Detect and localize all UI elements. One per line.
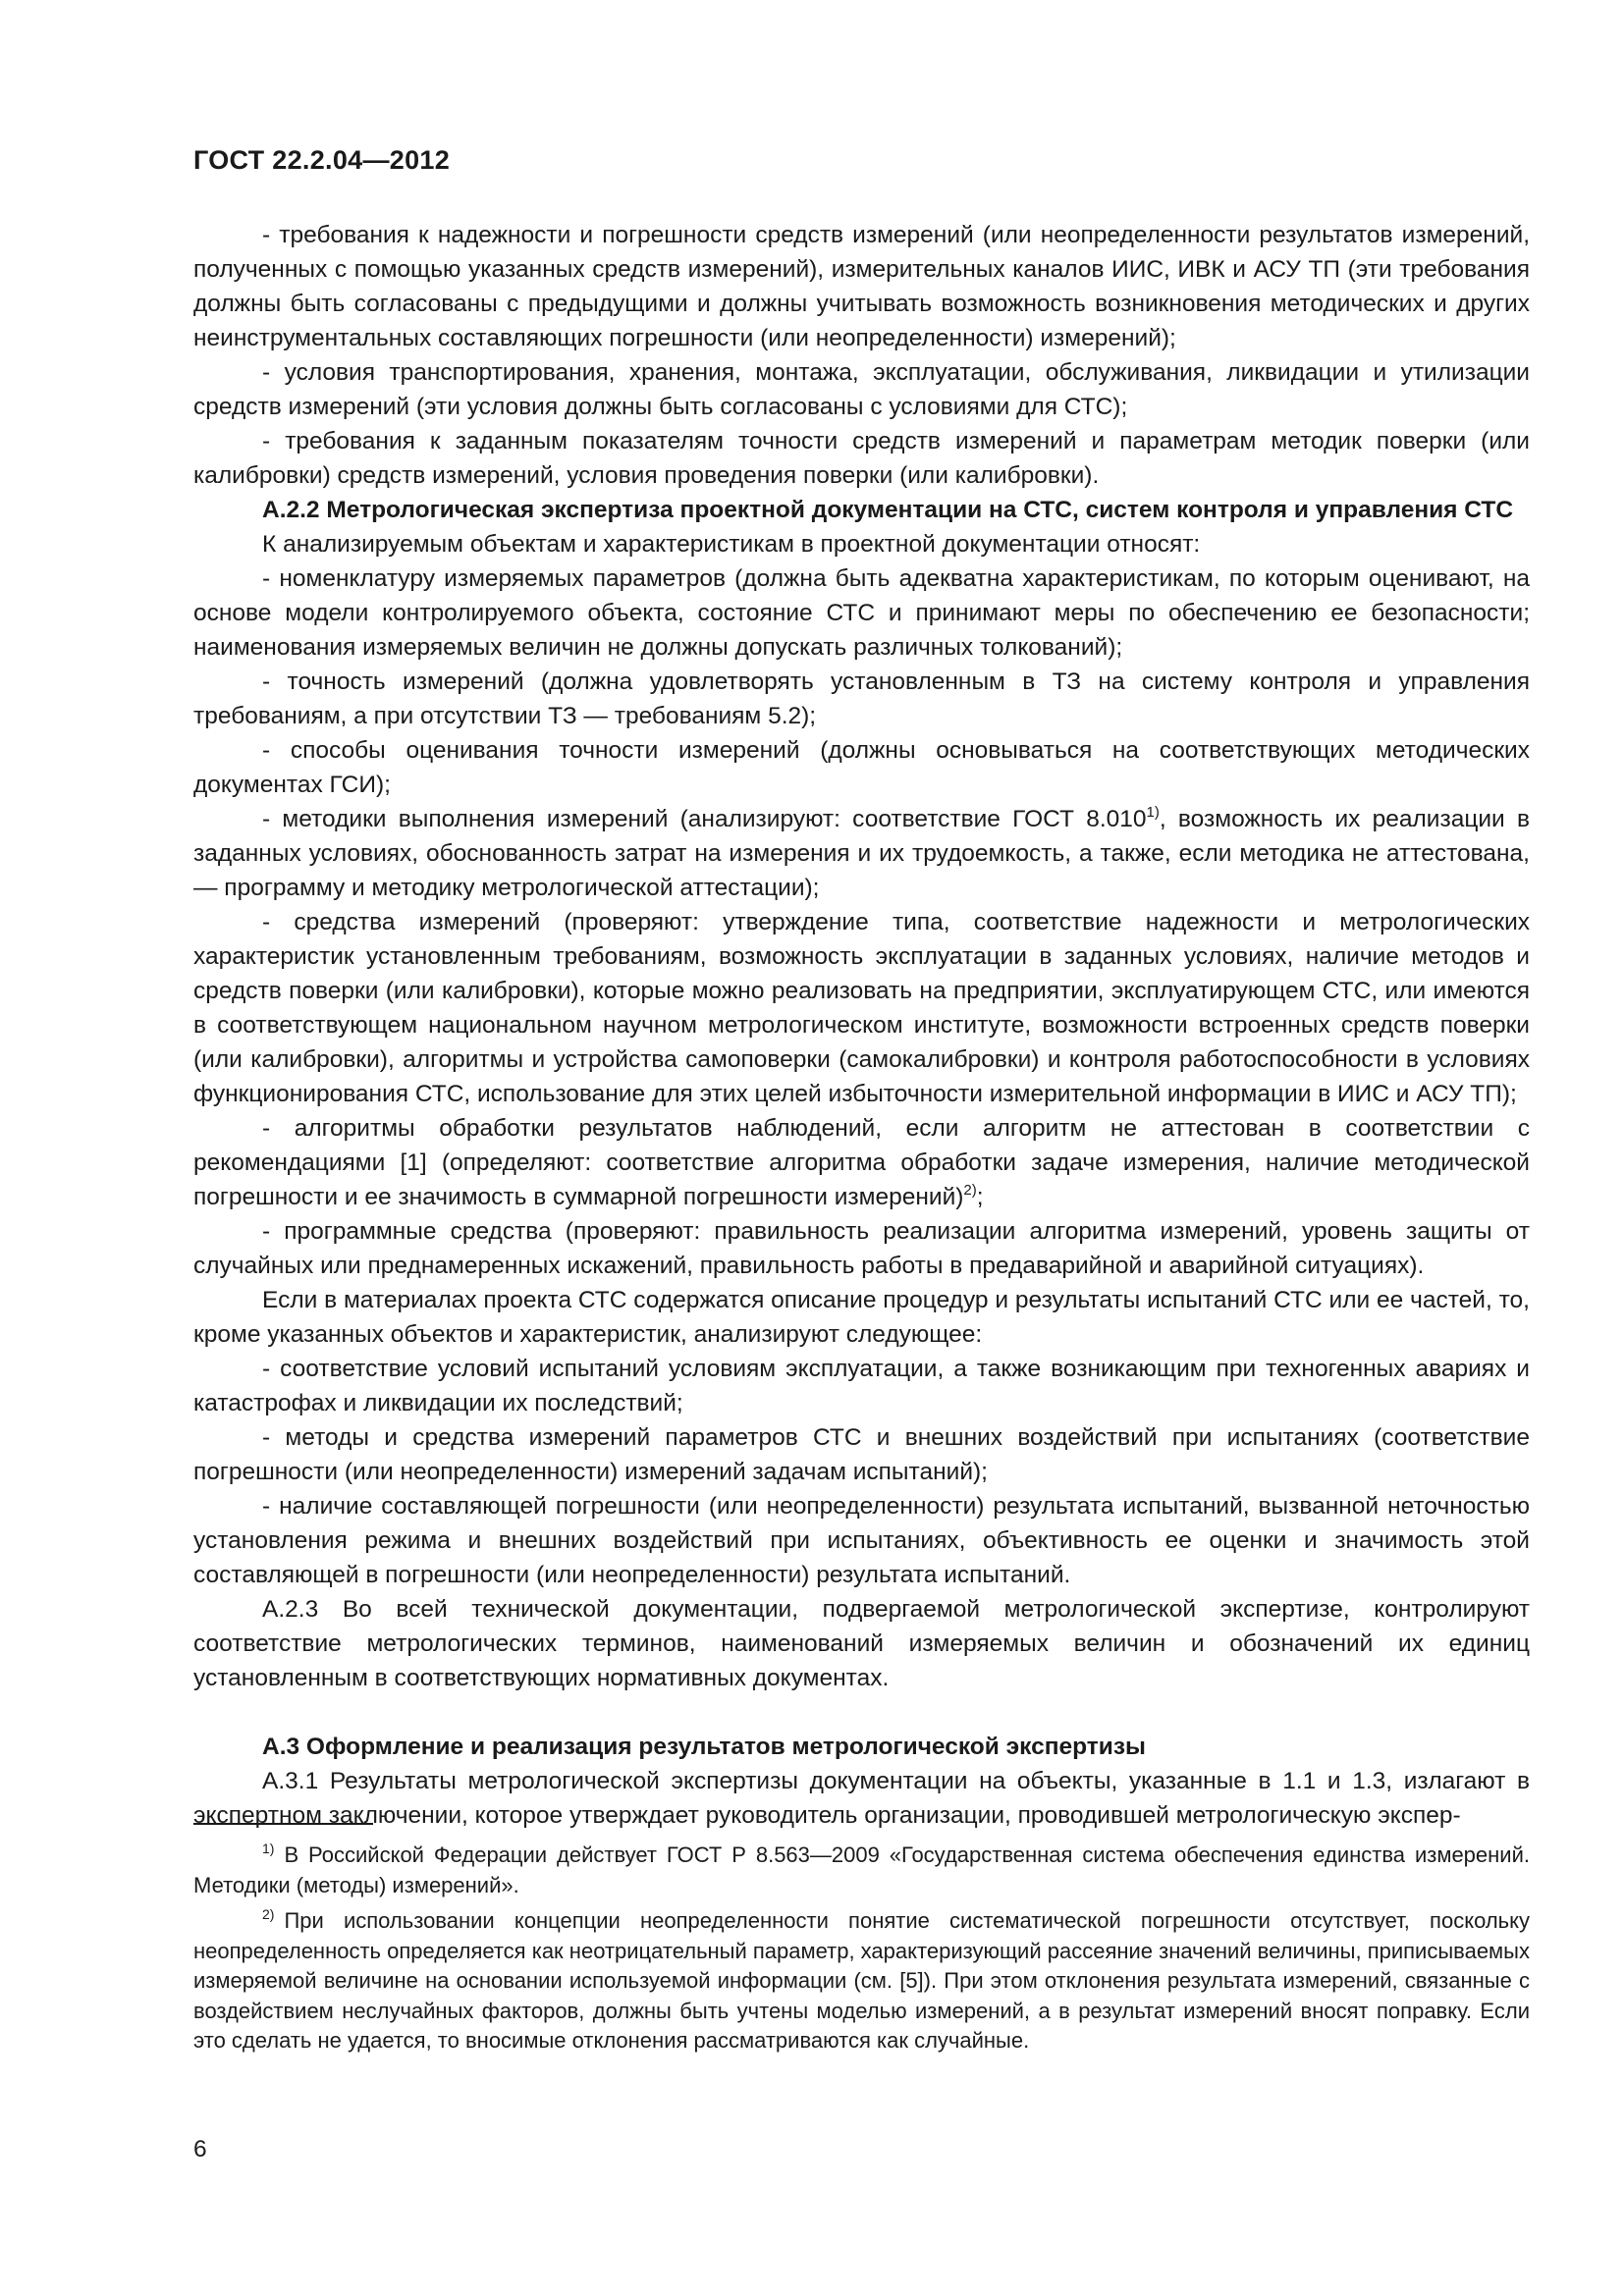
footnotes — [193, 1841, 1530, 2062]
paragraph: - номенклатуру измеряемых параметров (должна быть адекватна характеристикам, по которым оценивают, на основе модели контролируемого объекта, состояние СТС и принимают меры по обеспечению ее безопасности; наименования измеряемых величин не должны допускать различных толкований); — [193, 565, 1530, 661]
section-heading-a3: А.3 Оформление и реализация результатов метрологической экспертизы — [262, 1734, 1146, 1760]
paragraph: - наличие составляющей погрешности (или неопределенности) результата испытаний, вызванной неточностью установления режима и внешних воздействий при испытаниях, объективность ее оценки и значимость этой составляющей в погрешности (или неопределенности) результата испытаний. — [193, 1493, 1530, 1588]
footnote-ref-1: 1) — [1146, 804, 1160, 821]
section-heading-a22: А.2.2 Метрологическая экспертиза проектной документации на СТС, систем контроля и управления СТС — [262, 497, 1514, 523]
paragraph: - требования к надежности и погрешности средств измерений (или неопределенности результатов измерений, полученных с помощью указанных средств измерений), измерительных каналов ИИС, ИВК и АСУ ТП (эти требования должны быть согласованы с предыдущими и должны учитывать возможность возникновения методических и других неинструментальных составляющих погрешности (или неопределенности) измерений); — [193, 222, 1530, 351]
paragraph — [193, 802, 1530, 905]
footnote-2 — [193, 1906, 1530, 2056]
paragraph: - соответствие условий испытаний условиям эксплуатации, а также возникающим при техногенных авариях и катастрофах и ликвидации их последствий; — [193, 1356, 1530, 1416]
footnote-mark: 1) — [262, 1841, 275, 1856]
paragraph-text: - алгоритмы обработки результатов наблюдений, если алгоритм не аттестован в соответствии с рекомендациями [1] (определяют: соответствие алгоритма обработки задаче измерения, наличие методической погрешности и ее значимость в суммарной погрешности измерений) — [193, 1115, 1530, 1210]
paragraph: - программные средства (проверяют: правильность реализации алгоритма измерений, уровень защиты от случайных или преднамеренных искажений, правильность работы в предаварийной и аварийной ситуациях). — [193, 1218, 1530, 1279]
footnote-ref-2: 2) — [963, 1182, 977, 1199]
footnote-1 — [193, 1841, 1530, 1900]
paragraph: К анализируемым объектам и характеристикам в проектной документации относят: — [262, 531, 1201, 558]
paragraph: А.2.3 Во всей технической документации, подвергаемой метрологической экспертизе, контролируют соответствие метрологических терминов, наименований измеряемых величин и обозначений их единиц установленным в соответствующих нормативных документах. — [193, 1596, 1530, 1691]
paragraph: Если в материалах проекта СТС содержатся описание процедур и результаты испытаний СТС или ее частей, то, кроме указанных объектов и характеристик, анализируют следующее: — [193, 1287, 1530, 1348]
paragraph-text: , возможность их реализации в заданных условиях, обоснованность затрат на измерения и их трудоемкость, а также, если методика не аттестована, — программу и методику метрологической аттестации); — [193, 806, 1530, 901]
paragraph: - способы оценивания точности измерений (должны основываться на соответствующих методических документах ГСИ); — [193, 737, 1530, 798]
main-content — [193, 218, 1530, 1833]
footnote-divider — [193, 1823, 373, 1825]
paragraph: - методы и средства измерений параметров СТС и внешних воздействий при испытаниях (соответствие погрешности (или неопределенности) измерений задачам испытаний); — [193, 1424, 1530, 1485]
document-header: ГОСТ 22.2.04—2012 — [193, 145, 451, 175]
paragraph-text: ; — [976, 1184, 984, 1210]
paragraph-text: - методики выполнения измерений (анализируют: соответствие ГОСТ 8.010 — [262, 806, 1147, 832]
paragraph: - требования к заданным показателям точности средств измерений и параметрам методик поверки (или калибровки) средств измерений, условия проведения поверки (или калибровки). — [193, 428, 1530, 489]
page-number: 6 — [193, 2136, 207, 2163]
footnote-text: В Российской Федерации действует ГОСТ Р 8.563—2009 «Государственная система обеспечения единства измерений. Методики (методы) измерений». — [193, 1842, 1530, 1897]
paragraph: А.3.1 Результаты метрологической экспертизы документации на объекты, указанные в 1.1 и 1.3, излагают в экспертном заключении, которое утверждает руководитель организации, проводившей метрологическую экспер- — [193, 1768, 1530, 1829]
paragraph: - точность измерений (должна удовлетворять установленным в ТЗ на систему контроля и управления требованиям, а при отсутствии ТЗ — требованиям 5.2); — [193, 668, 1530, 729]
paragraph: - условия транспортирования, хранения, монтажа, эксплуатации, обслуживания, ликвидации и утилизации средств измерений (эти условия должны быть согласованы с условиями для СТС); — [193, 359, 1530, 420]
footnote-mark: 2) — [262, 1906, 275, 1922]
paragraph: - средства измерений (проверяют: утверждение типа, соответствие надежности и метрологических характеристик установленным требованиям, возможность эксплуатации в заданных условиях, наличие методов и средств поверки (или калибровки), которые можно реализовать на предприятии, эксплуатирующем СТС, или имеются в соответствующем национальном научном метрологическом институте, возможности встроенных средств поверки (или калибровки), алгоритмы и устройства самоповерки (самокалибровки) и контроля работоспособности в условиях функционирования СТС, использование для этих целей избыточности измерительной информации в ИИС и АСУ ТП); — [193, 909, 1530, 1107]
footnote-text: При использовании концепции неопределенности понятие систематической погрешности отсутствует, поскольку неопределенность определяется как неотрицательный параметр, характеризующий рассеяние значений величины, приписываемых измеряемой величине на основании используемой информации (см. [5]). При этом отклонения результата измерений, связанные с воздействием неслучайных факторов, должны быть учтены моделью измерений, а в результат измерений вносят поправку. Если это сделать не удается, то вносимые отклонения рассматриваются как случайные. — [193, 1908, 1530, 2053]
paragraph — [193, 1111, 1530, 1214]
